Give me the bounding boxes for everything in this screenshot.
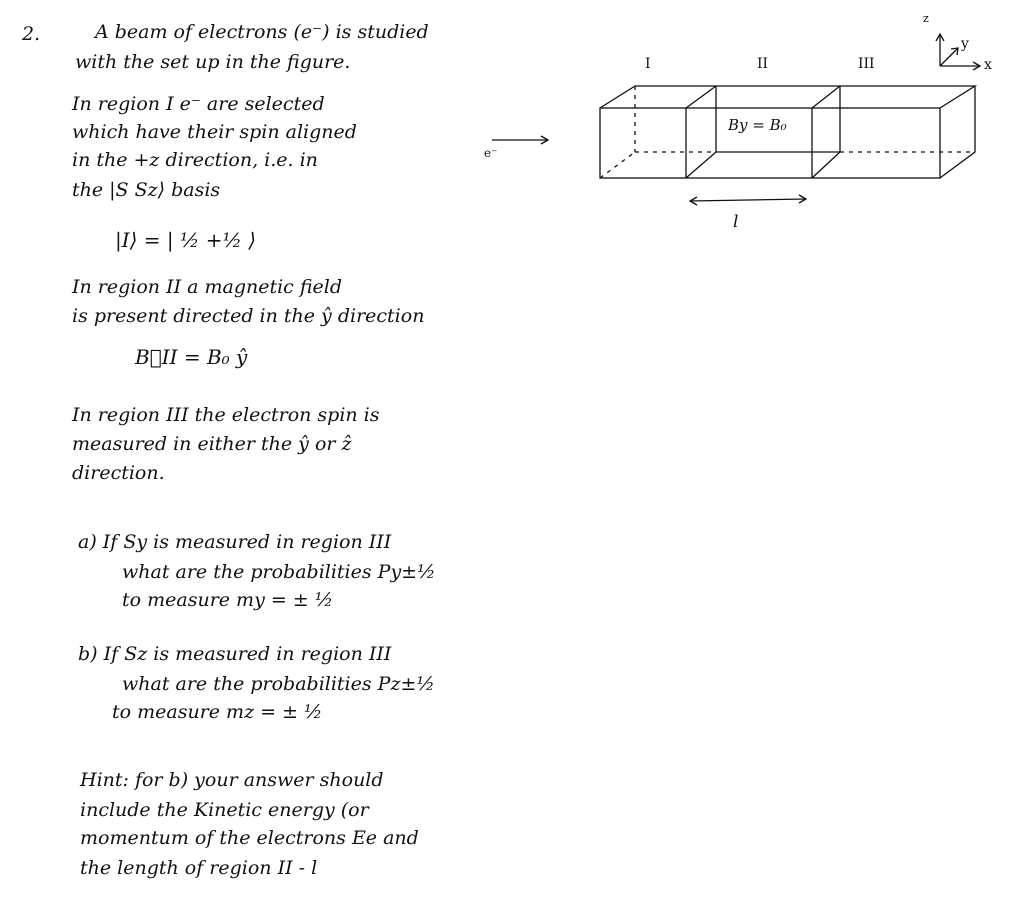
- length-arrow-head-right: [799, 195, 806, 203]
- box-top-face: [600, 86, 975, 108]
- part-a-line-2: what are the probabilities Py±½: [122, 561, 436, 583]
- part-b-line-2: what are the probabilities Pz±½: [122, 673, 435, 695]
- initial-state: |I⟩ = | ½ +½ ⟩: [115, 228, 257, 252]
- y-axis-head: [951, 48, 958, 55]
- intro-line-1: A beam of electrons (e⁻) is studied: [95, 21, 429, 43]
- hint-line-2: include the Kinetic energy (or: [80, 799, 369, 821]
- part-b-line-1: b) If Sz is measured in region III: [78, 643, 392, 665]
- length-label: l: [733, 212, 739, 232]
- axis-label-z: z: [923, 12, 929, 25]
- field-equation: B⃗II = B₀ ŷ: [135, 345, 248, 369]
- region1-line-2: which have their spin aligned: [72, 121, 357, 143]
- field-label: By = B₀: [728, 116, 787, 134]
- region3-line-3: direction.: [72, 462, 165, 484]
- part-a-line-3: to measure my = ± ½: [122, 589, 334, 611]
- beam-label: e⁻: [484, 146, 498, 160]
- problem-number: 2.: [22, 23, 41, 45]
- hint-line-3: momentum of the electrons Ee and: [80, 827, 419, 849]
- divider-2-top: [812, 86, 840, 108]
- box-right-face: [940, 86, 975, 178]
- part-a-line-1: a) If Sy is measured in region III: [78, 531, 392, 553]
- region1-line-1: In region I e⁻ are selected: [72, 93, 325, 115]
- hint-line-1: Hint: for b) your answer should: [80, 769, 384, 791]
- region2-line-2: is present directed in the ŷ direction: [72, 305, 425, 327]
- intro-line-2: with the set up in the figure.: [75, 51, 351, 73]
- region3-line-1: In region III the electron spin is: [72, 404, 380, 426]
- z-axis-head: [936, 34, 944, 41]
- divider-1-top: [686, 86, 716, 108]
- length-arrow-line: [690, 199, 806, 201]
- region-label-3: III: [858, 56, 875, 72]
- axis-label-y: y: [961, 36, 969, 52]
- region2-line-1: In region II a magnetic field: [72, 276, 343, 298]
- region1-line-3: in the +z direction, i.e. in: [72, 149, 318, 171]
- y-axis: [940, 48, 958, 66]
- axis-label-x: x: [984, 57, 992, 73]
- divider-2-bottom: [812, 152, 840, 178]
- length-arrow-head-left: [690, 197, 697, 205]
- region1-line-4: the |S Sz⟩ basis: [72, 179, 221, 201]
- hint-line-4: the length of region II - l: [80, 857, 318, 879]
- divider-1-bottom: [686, 152, 716, 178]
- x-axis-head: [973, 62, 980, 70]
- beam-arrow-head: [541, 136, 548, 144]
- region-label-1: I: [645, 56, 651, 72]
- region-label-2: II: [757, 56, 769, 72]
- hidden-edge-bottom-left: [600, 152, 635, 178]
- region3-line-2: measured in either the ŷ or ẑ: [72, 433, 352, 455]
- part-b-line-3: to measure mz = ± ½: [112, 701, 323, 723]
